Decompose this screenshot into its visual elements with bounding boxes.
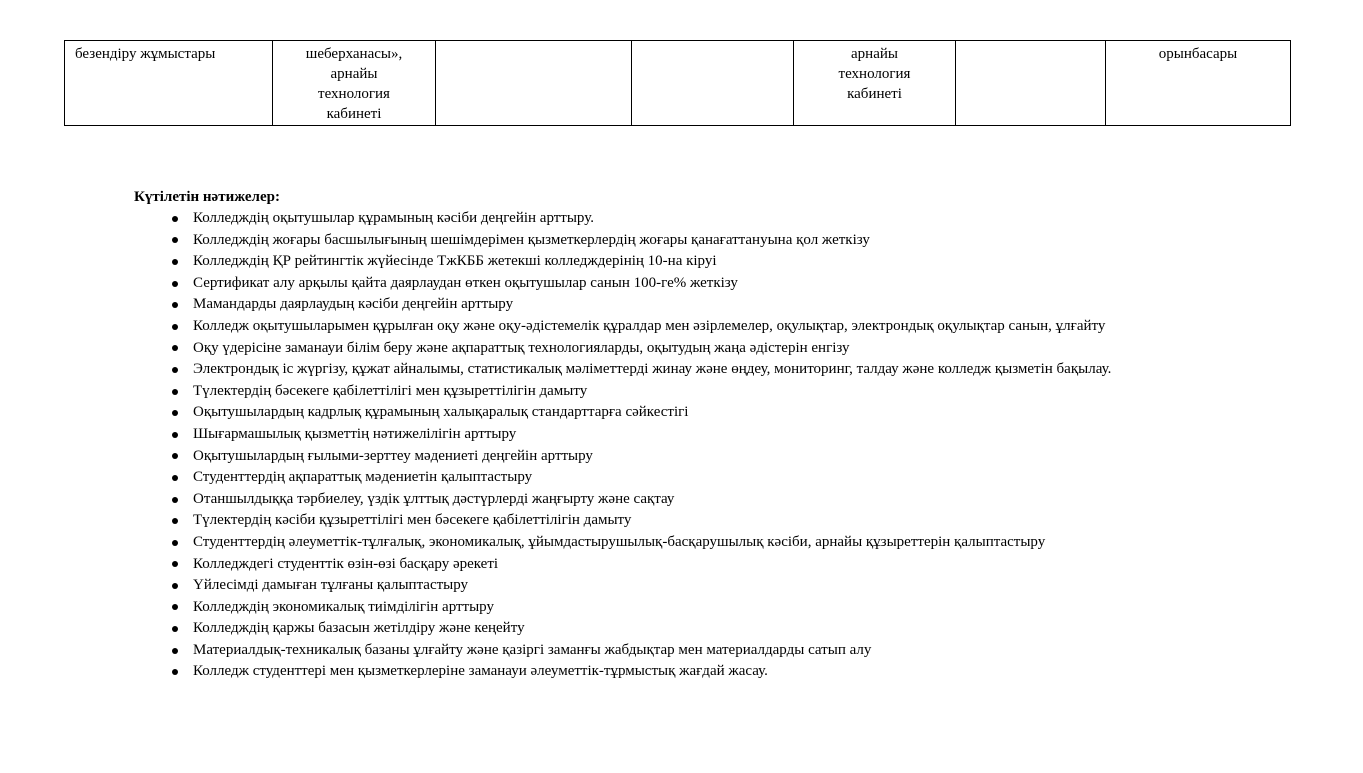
list-item-text: Оқытушылардың кадрлық құрамының халықаралық стандарттарға сәйкестігі <box>193 404 689 421</box>
list-item-text: Түлектердің кәсіби құзыреттілігі мен бәсекеге қабілеттілігін дамыту <box>193 512 632 529</box>
list-item <box>134 467 1314 489</box>
cell-text: орынбасары <box>1158 46 1238 62</box>
list-item-text: Оқытушылардың ғылыми-зерттеу мәдениеті деңгейін арттыру <box>193 447 593 464</box>
list-item <box>134 554 1314 576</box>
bullet-icon <box>169 359 181 381</box>
list-item-text: Колледждің жоғары басшылығының шешімдерімен қызметкерлердің жоғары қанағаттануына қол жеткізу <box>193 231 870 248</box>
list-item <box>134 402 1314 424</box>
list-item-text: Студенттердің ақпараттық мәдениетін қалыптастыру <box>193 469 533 486</box>
list-item <box>134 251 1314 273</box>
bullet-icon <box>169 575 181 597</box>
cell-text: кабинеті <box>326 106 382 122</box>
list-item-text: Үйлесімді дамыған тұлғаны қалыптастыру <box>193 577 469 594</box>
table-cell-6 <box>956 41 1106 126</box>
list-item-text: Колледждің қаржы базасын жетілдіру және кеңейту <box>193 620 525 637</box>
list-item-text: Студенттердің әлеуметтік-тұлғалық, экономикалық, ұйымдастырушылық-басқарушылық кәсіби, арнайы құзыреттерін қалыптастыру <box>193 533 1046 550</box>
table-cell-5 <box>794 41 956 126</box>
bullet-icon <box>169 640 181 662</box>
list-item <box>134 424 1314 446</box>
cell-text: шеберханасы», <box>305 46 403 62</box>
list-item <box>134 510 1314 532</box>
cell-text: арнайы <box>851 46 898 62</box>
list-item-text: Колледждің ҚР рейтингтік жүйесінде ТжКББ жетекші колледждерінің 10-на кіруі <box>193 253 717 270</box>
bullet-icon <box>169 597 181 619</box>
table-row <box>65 41 1291 126</box>
list-item <box>134 273 1314 295</box>
list-item <box>134 446 1314 468</box>
bullet-icon <box>169 273 181 295</box>
list-item <box>134 294 1314 316</box>
bullet-icon <box>169 294 181 316</box>
list-item <box>134 381 1314 403</box>
bullet-icon <box>169 338 181 360</box>
list-item <box>134 489 1314 511</box>
bullet-icon <box>169 402 181 424</box>
bullet-icon <box>169 618 181 640</box>
list-item <box>134 597 1314 619</box>
bullet-icon <box>169 230 181 252</box>
list-item-text: Материалдық-техникалық базаны ұлғайту және қазіргі заманғы жабдықтар мен материалдарды сатып алу <box>193 641 872 658</box>
list-item <box>134 230 1314 252</box>
list-item-text: Оқу үдерісіне заманауи білім беру және ақпараттық технологияларды, оқытудың жаңа әдістерін енгізу <box>193 339 850 356</box>
table-cell-4 <box>632 41 794 126</box>
results-heading: Күтілетін нәтижелер: <box>134 189 280 205</box>
cell-text: технология <box>318 86 390 102</box>
cell-text: технология <box>838 66 911 82</box>
bullet-icon <box>169 532 181 554</box>
bullet-icon <box>169 424 181 446</box>
table-fragment <box>64 40 1291 126</box>
bullet-icon <box>169 208 181 230</box>
table-cell-3 <box>436 41 632 126</box>
list-item <box>134 640 1314 662</box>
bullet-icon <box>169 554 181 576</box>
list-item-text: Электрондық іс жүргізу, құжат айналымы, статистикалық мәліметтерді жинау және өңдеу, мониторинг, талдау және колледж қызметін бақылау. <box>193 361 1112 378</box>
table-cell-7 <box>1106 41 1291 126</box>
table-cell-1 <box>65 41 273 126</box>
bullet-icon <box>169 446 181 468</box>
list-item-text: Колледж оқытушыларымен құрылған оқу және оқу-әдістемелік құралдар мен әзірлемелер, оқулықтар, электрондық оқулықтар санын, ұлғайту <box>193 317 1106 334</box>
list-item <box>134 338 1314 360</box>
list-item-text: Отаншылдыққа тәрбиелеу, үздік ұлттық дәстүрлерді жаңғырту және сақтау <box>193 490 675 507</box>
bullet-icon <box>169 661 181 683</box>
cell-text: безендіру жұмыстары <box>75 46 216 62</box>
cell-text: арнайы <box>330 66 378 82</box>
results-list <box>134 208 1314 683</box>
bullet-icon <box>169 489 181 511</box>
list-item <box>134 575 1314 597</box>
list-item-text: Сертификат алу арқылы қайта даярлаудан өткен оқытушылар санын 100-ге% жеткізу <box>193 274 738 291</box>
list-item <box>134 532 1314 554</box>
bullet-icon <box>169 467 181 489</box>
list-item <box>134 618 1314 640</box>
list-item <box>134 208 1314 230</box>
bullet-icon <box>169 510 181 532</box>
list-item-text: Мамандарды даярлаудың кәсіби деңгейін арттыру <box>193 296 514 313</box>
list-item-text: Колледждің экономикалық тиімділігін арттыру <box>193 598 494 615</box>
list-item-text: Түлектердің бәсекеге қабілеттілігі мен құзыреттілігін дамыту <box>193 382 588 399</box>
bullet-icon <box>169 251 181 273</box>
bullet-icon <box>169 381 181 403</box>
list-item-text: Шығармашылық қызметтің нәтижелілігін арттыру <box>193 425 517 442</box>
list-item-text: Колледждің оқытушылар құрамының кәсіби деңгейін арттыру. <box>193 210 594 226</box>
table-cell-2 <box>273 41 436 126</box>
expected-results-section <box>134 187 1314 683</box>
cell-text: кабинеті <box>847 86 902 102</box>
list-item <box>134 661 1314 683</box>
list-item-text: Колледж студенттері мен қызметкерлеріне заманауи әлеуметтік-тұрмыстық жағдай жасау. <box>193 663 768 680</box>
bullet-icon <box>169 316 181 338</box>
list-item <box>134 316 1314 338</box>
list-item <box>134 359 1314 381</box>
list-item-text: Колледждегі студенттік өзін-өзі басқару әрекеті <box>193 555 499 572</box>
